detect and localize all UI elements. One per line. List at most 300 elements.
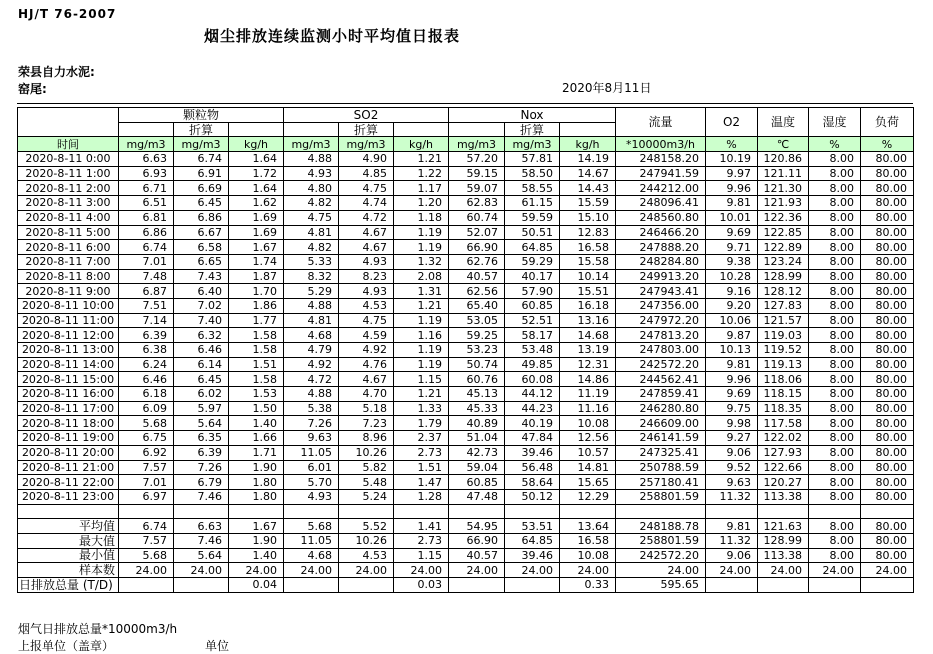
value-cell: 80.00	[861, 225, 914, 240]
value-cell: 14.19	[560, 152, 616, 167]
value-cell: 248096.41	[616, 196, 706, 211]
value-cell: 47.84	[505, 431, 560, 446]
value-cell: 1.80	[229, 489, 284, 504]
value-cell: 6.40	[174, 284, 229, 299]
value-cell: 8.00	[809, 475, 861, 490]
value-cell: 6.38	[119, 343, 174, 358]
value-cell: 4.81	[284, 225, 339, 240]
summary-value-cell: 9.81	[706, 519, 758, 534]
value-cell: 8.00	[809, 445, 861, 460]
value-cell: 1.40	[229, 416, 284, 431]
value-cell: 15.51	[560, 284, 616, 299]
value-cell: 13.16	[560, 313, 616, 328]
value-cell: 1.21	[394, 298, 449, 313]
value-cell: 258801.59	[616, 489, 706, 504]
summary-value-cell: 16.58	[560, 533, 616, 548]
value-cell: 1.50	[229, 401, 284, 416]
value-cell: 4.79	[284, 343, 339, 358]
value-cell: 8.00	[809, 298, 861, 313]
summary-value-cell: 8.00	[809, 548, 861, 563]
value-cell: 8.00	[809, 269, 861, 284]
spacer-cell	[339, 504, 394, 519]
value-cell: 9.97	[706, 166, 758, 181]
value-cell: 62.76	[449, 254, 505, 269]
value-cell: 247356.00	[616, 298, 706, 313]
table-row	[18, 372, 914, 387]
summary-value-cell: 11.32	[706, 533, 758, 548]
value-cell: 80.00	[861, 269, 914, 284]
value-cell: 1.79	[394, 416, 449, 431]
value-cell: 47.48	[449, 489, 505, 504]
value-cell: 5.29	[284, 284, 339, 299]
value-cell: 1.32	[394, 254, 449, 269]
summary-label: 最大值	[18, 533, 119, 548]
value-cell: 8.32	[284, 269, 339, 284]
value-cell: 50.12	[505, 489, 560, 504]
value-cell: 11.16	[560, 401, 616, 416]
value-cell: 1.22	[394, 166, 449, 181]
value-cell: 6.74	[174, 152, 229, 167]
value-cell: 6.87	[119, 284, 174, 299]
value-cell: 247813.20	[616, 328, 706, 343]
value-cell: 8.00	[809, 225, 861, 240]
value-cell: 4.68	[284, 328, 339, 343]
value-cell: 1.51	[229, 357, 284, 372]
value-cell: 1.90	[229, 460, 284, 475]
value-cell: 60.76	[449, 372, 505, 387]
time-cell: 2020-8-11 4:00	[18, 210, 119, 225]
value-cell: 80.00	[861, 416, 914, 431]
value-cell: 120.86	[758, 152, 809, 167]
value-cell: 59.25	[449, 328, 505, 343]
time-cell: 2020-8-11 18:00	[18, 416, 119, 431]
spacer-cell	[119, 504, 174, 519]
value-cell: 4.67	[339, 225, 394, 240]
summary-value-cell: 11.05	[284, 533, 339, 548]
value-cell: 80.00	[861, 387, 914, 402]
value-cell: 9.63	[284, 431, 339, 446]
unit-cell-0: mg/m3	[119, 137, 174, 152]
value-cell: 1.62	[229, 196, 284, 211]
value-cell: 127.93	[758, 445, 809, 460]
value-cell: 15.65	[560, 475, 616, 490]
value-cell: 244562.41	[616, 372, 706, 387]
value-cell: 6.46	[119, 372, 174, 387]
value-cell: 8.00	[809, 489, 861, 504]
time-cell: 2020-8-11 22:00	[18, 475, 119, 490]
value-cell: 4.53	[339, 298, 394, 313]
value-cell: 57.81	[505, 152, 560, 167]
value-cell: 246141.59	[616, 431, 706, 446]
value-cell: 247941.59	[616, 166, 706, 181]
value-cell: 58.50	[505, 166, 560, 181]
value-cell: 8.00	[809, 181, 861, 196]
value-cell: 7.23	[339, 416, 394, 431]
value-cell: 4.82	[284, 196, 339, 211]
summary-value-cell: 54.95	[449, 519, 505, 534]
summary-value-cell: 128.99	[758, 533, 809, 548]
value-cell: 7.02	[174, 298, 229, 313]
table-row	[18, 254, 914, 269]
summary-value-cell: 0.03	[394, 578, 449, 593]
value-cell: 1.69	[229, 210, 284, 225]
value-cell: 12.31	[560, 357, 616, 372]
value-cell: 7.43	[174, 269, 229, 284]
spacer-cell	[809, 504, 861, 519]
spacer-cell	[394, 504, 449, 519]
value-cell: 247943.41	[616, 284, 706, 299]
value-cell: 1.87	[229, 269, 284, 284]
value-cell: 53.05	[449, 313, 505, 328]
report-date: 2020年8月11日	[562, 81, 652, 95]
value-cell: 5.24	[339, 489, 394, 504]
value-cell: 1.72	[229, 166, 284, 181]
value-cell: 1.80	[229, 475, 284, 490]
value-cell: 80.00	[861, 196, 914, 211]
unit-cell-4: mg/m3	[339, 137, 394, 152]
value-cell: 49.85	[505, 357, 560, 372]
value-cell: 80.00	[861, 152, 914, 167]
value-cell: 1.28	[394, 489, 449, 504]
time-header-spacer	[18, 108, 119, 137]
value-cell: 40.19	[505, 416, 560, 431]
unit-cell-6: mg/m3	[449, 137, 505, 152]
flue-gas-total-note: 烟气日排放总量*10000m3/h	[18, 622, 178, 636]
time-cell: 2020-8-11 20:00	[18, 445, 119, 460]
value-cell: 14.86	[560, 372, 616, 387]
table-header	[18, 108, 914, 152]
report-table-container	[17, 107, 914, 593]
value-cell: 52.51	[505, 313, 560, 328]
value-cell: 5.33	[284, 254, 339, 269]
value-cell: 14.68	[560, 328, 616, 343]
value-cell: 6.32	[174, 328, 229, 343]
value-cell: 118.15	[758, 387, 809, 402]
value-cell: 7.57	[119, 460, 174, 475]
value-cell: 6.71	[119, 181, 174, 196]
subheader-converted-1: 折算	[339, 122, 394, 137]
value-cell: 60.74	[449, 210, 505, 225]
value-cell: 122.02	[758, 431, 809, 446]
table-body	[18, 152, 914, 593]
spacer-cell	[560, 504, 616, 519]
spacer-cell	[706, 504, 758, 519]
value-cell: 4.81	[284, 313, 339, 328]
value-cell: 1.74	[229, 254, 284, 269]
value-cell: 80.00	[861, 313, 914, 328]
value-cell: 249913.20	[616, 269, 706, 284]
value-cell: 58.64	[505, 475, 560, 490]
value-cell: 1.21	[394, 387, 449, 402]
summary-value-cell: 4.68	[284, 548, 339, 563]
value-cell: 4.80	[284, 181, 339, 196]
table-row	[18, 416, 914, 431]
value-cell: 6.86	[174, 210, 229, 225]
scalar-unit-cell-2: ℃	[758, 137, 809, 152]
value-cell: 9.98	[706, 416, 758, 431]
value-cell: 7.14	[119, 313, 174, 328]
value-cell: 8.00	[809, 460, 861, 475]
summary-value-cell: 10.08	[560, 548, 616, 563]
value-cell: 8.00	[809, 372, 861, 387]
time-cell: 2020-8-11 17:00	[18, 401, 119, 416]
header-row-units	[18, 137, 914, 152]
value-cell: 59.59	[505, 210, 560, 225]
value-cell: 44.12	[505, 387, 560, 402]
value-cell: 59.29	[505, 254, 560, 269]
table-row	[18, 343, 914, 358]
time-cell: 2020-8-11 19:00	[18, 431, 119, 446]
value-cell: 1.19	[394, 357, 449, 372]
value-cell: 6.74	[119, 240, 174, 255]
summary-row	[18, 533, 914, 548]
value-cell: 4.75	[339, 181, 394, 196]
spacer-cell	[505, 504, 560, 519]
value-cell: 42.73	[449, 445, 505, 460]
table-row	[18, 225, 914, 240]
value-cell: 6.86	[119, 225, 174, 240]
value-cell: 12.29	[560, 489, 616, 504]
time-cell: 2020-8-11 2:00	[18, 181, 119, 196]
value-cell: 60.85	[505, 298, 560, 313]
summary-value-cell: 5.52	[339, 519, 394, 534]
summary-value-cell: 24.00	[616, 563, 706, 578]
summary-value-cell: 1.41	[394, 519, 449, 534]
value-cell: 248284.80	[616, 254, 706, 269]
summary-value-cell: 24.00	[505, 563, 560, 578]
summary-value-cell: 5.68	[119, 548, 174, 563]
value-cell: 248560.80	[616, 210, 706, 225]
value-cell: 10.14	[560, 269, 616, 284]
table-row	[18, 196, 914, 211]
time-header: 时间	[18, 137, 119, 152]
summary-value-cell	[284, 578, 339, 593]
summary-value-cell	[174, 578, 229, 593]
value-cell: 1.20	[394, 196, 449, 211]
page-title: 烟尘排放连续监测小时平均值日报表	[204, 27, 461, 45]
scalar-header-0: 流量	[616, 108, 706, 137]
value-cell: 2.73	[394, 445, 449, 460]
summary-value-cell: 13.64	[560, 519, 616, 534]
value-cell: 1.58	[229, 328, 284, 343]
value-cell: 15.58	[560, 254, 616, 269]
value-cell: 1.53	[229, 387, 284, 402]
value-cell: 121.11	[758, 166, 809, 181]
value-cell: 1.71	[229, 445, 284, 460]
table-row	[18, 210, 914, 225]
value-cell: 128.99	[758, 269, 809, 284]
time-cell: 2020-8-11 15:00	[18, 372, 119, 387]
value-cell: 62.56	[449, 284, 505, 299]
value-cell: 80.00	[861, 460, 914, 475]
value-cell: 4.74	[339, 196, 394, 211]
table-row	[18, 166, 914, 181]
summary-value-cell: 258801.59	[616, 533, 706, 548]
table-row	[18, 269, 914, 284]
summary-label: 平均值	[18, 519, 119, 534]
summary-value-cell: 6.63	[174, 519, 229, 534]
value-cell: 4.67	[339, 240, 394, 255]
value-cell: 80.00	[861, 372, 914, 387]
value-cell: 6.58	[174, 240, 229, 255]
summary-value-cell: 0.04	[229, 578, 284, 593]
summary-value-cell	[758, 578, 809, 593]
value-cell: 7.01	[119, 254, 174, 269]
value-cell: 9.71	[706, 240, 758, 255]
value-cell: 9.27	[706, 431, 758, 446]
subheader-converted-0: 折算	[174, 122, 229, 137]
value-cell: 15.59	[560, 196, 616, 211]
value-cell: 1.64	[229, 181, 284, 196]
value-cell: 61.15	[505, 196, 560, 211]
value-cell: 8.00	[809, 313, 861, 328]
value-cell: 6.91	[174, 166, 229, 181]
value-cell: 4.93	[339, 284, 394, 299]
value-cell: 247972.20	[616, 313, 706, 328]
summary-value-cell: 1.15	[394, 548, 449, 563]
summary-value-cell: 4.53	[339, 548, 394, 563]
summary-value-cell: 5.64	[174, 548, 229, 563]
table-row	[18, 460, 914, 475]
value-cell: 4.92	[284, 357, 339, 372]
value-cell: 8.00	[809, 166, 861, 181]
value-cell: 7.48	[119, 269, 174, 284]
value-cell: 6.67	[174, 225, 229, 240]
value-cell: 4.93	[284, 166, 339, 181]
value-cell: 6.92	[119, 445, 174, 460]
value-cell: 10.26	[339, 445, 394, 460]
value-cell: 11.19	[560, 387, 616, 402]
table-row	[18, 401, 914, 416]
value-cell: 123.24	[758, 254, 809, 269]
value-cell: 1.16	[394, 328, 449, 343]
value-cell: 8.00	[809, 343, 861, 358]
subheader-blank	[284, 122, 339, 137]
value-cell: 8.00	[809, 416, 861, 431]
summary-value-cell: 1.40	[229, 548, 284, 563]
value-cell: 80.00	[861, 181, 914, 196]
value-cell: 7.46	[174, 489, 229, 504]
value-cell: 9.69	[706, 225, 758, 240]
value-cell: 66.90	[449, 240, 505, 255]
value-cell: 5.68	[119, 416, 174, 431]
value-cell: 56.48	[505, 460, 560, 475]
summary-row	[18, 519, 914, 534]
value-cell: 8.00	[809, 254, 861, 269]
value-cell: 1.51	[394, 460, 449, 475]
value-cell: 80.00	[861, 343, 914, 358]
value-cell: 80.00	[861, 475, 914, 490]
value-cell: 80.00	[861, 284, 914, 299]
value-cell: 6.18	[119, 387, 174, 402]
value-cell: 1.70	[229, 284, 284, 299]
value-cell: 8.00	[809, 210, 861, 225]
table-row	[18, 298, 914, 313]
value-cell: 5.70	[284, 475, 339, 490]
value-cell: 4.59	[339, 328, 394, 343]
summary-value-cell: 40.57	[449, 548, 505, 563]
value-cell: 246466.20	[616, 225, 706, 240]
value-cell: 1.33	[394, 401, 449, 416]
value-cell: 11.05	[284, 445, 339, 460]
value-cell: 6.69	[174, 181, 229, 196]
summary-value-cell: 8.00	[809, 533, 861, 548]
value-cell: 9.81	[706, 196, 758, 211]
time-cell: 2020-8-11 5:00	[18, 225, 119, 240]
summary-value-cell: 9.06	[706, 548, 758, 563]
subheader-blank	[229, 122, 284, 137]
value-cell: 80.00	[861, 445, 914, 460]
spacer-cell	[174, 504, 229, 519]
value-cell: 121.30	[758, 181, 809, 196]
value-cell: 62.83	[449, 196, 505, 211]
value-cell: 1.47	[394, 475, 449, 490]
time-cell: 2020-8-11 23:00	[18, 489, 119, 504]
value-cell: 246609.00	[616, 416, 706, 431]
subheader-blank	[119, 122, 174, 137]
report-table	[17, 107, 914, 593]
value-cell: 4.75	[284, 210, 339, 225]
value-cell: 39.46	[505, 445, 560, 460]
value-cell: 6.75	[119, 431, 174, 446]
value-cell: 8.96	[339, 431, 394, 446]
value-cell: 52.07	[449, 225, 505, 240]
value-cell: 7.40	[174, 313, 229, 328]
value-cell: 60.08	[505, 372, 560, 387]
reporting-unit-seal-label: 上报单位（盖章）	[18, 639, 115, 653]
value-cell: 7.26	[174, 460, 229, 475]
value-cell: 8.00	[809, 196, 861, 211]
value-cell: 5.48	[339, 475, 394, 490]
value-cell: 1.67	[229, 240, 284, 255]
value-cell: 7.01	[119, 475, 174, 490]
value-cell: 6.09	[119, 401, 174, 416]
unit-cell-5: kg/h	[394, 137, 449, 152]
value-cell: 1.77	[229, 313, 284, 328]
value-cell: 57.90	[505, 284, 560, 299]
time-cell: 2020-8-11 0:00	[18, 152, 119, 167]
value-cell: 4.90	[339, 152, 394, 167]
value-cell: 117.58	[758, 416, 809, 431]
scalar-unit-cell-0: *10000m3/h	[616, 137, 706, 152]
value-cell: 118.06	[758, 372, 809, 387]
value-cell: 11.32	[706, 489, 758, 504]
scalar-header-4: 负荷	[861, 108, 914, 137]
value-cell: 8.00	[809, 328, 861, 343]
value-cell: 2.37	[394, 431, 449, 446]
value-cell: 14.67	[560, 166, 616, 181]
value-cell: 9.96	[706, 372, 758, 387]
time-cell: 2020-8-11 3:00	[18, 196, 119, 211]
value-cell: 9.38	[706, 254, 758, 269]
value-cell: 128.12	[758, 284, 809, 299]
value-cell: 5.18	[339, 401, 394, 416]
header-row-groups	[18, 108, 914, 123]
value-cell: 50.74	[449, 357, 505, 372]
value-cell: 80.00	[861, 328, 914, 343]
subheader-blank	[449, 122, 505, 137]
value-cell: 9.63	[706, 475, 758, 490]
value-cell: 119.13	[758, 357, 809, 372]
value-cell: 6.65	[174, 254, 229, 269]
value-cell: 4.70	[339, 387, 394, 402]
summary-value-cell: 2.73	[394, 533, 449, 548]
value-cell: 4.88	[284, 152, 339, 167]
value-cell: 6.39	[119, 328, 174, 343]
value-cell: 10.06	[706, 313, 758, 328]
value-cell: 257180.41	[616, 475, 706, 490]
table-row	[18, 475, 914, 490]
